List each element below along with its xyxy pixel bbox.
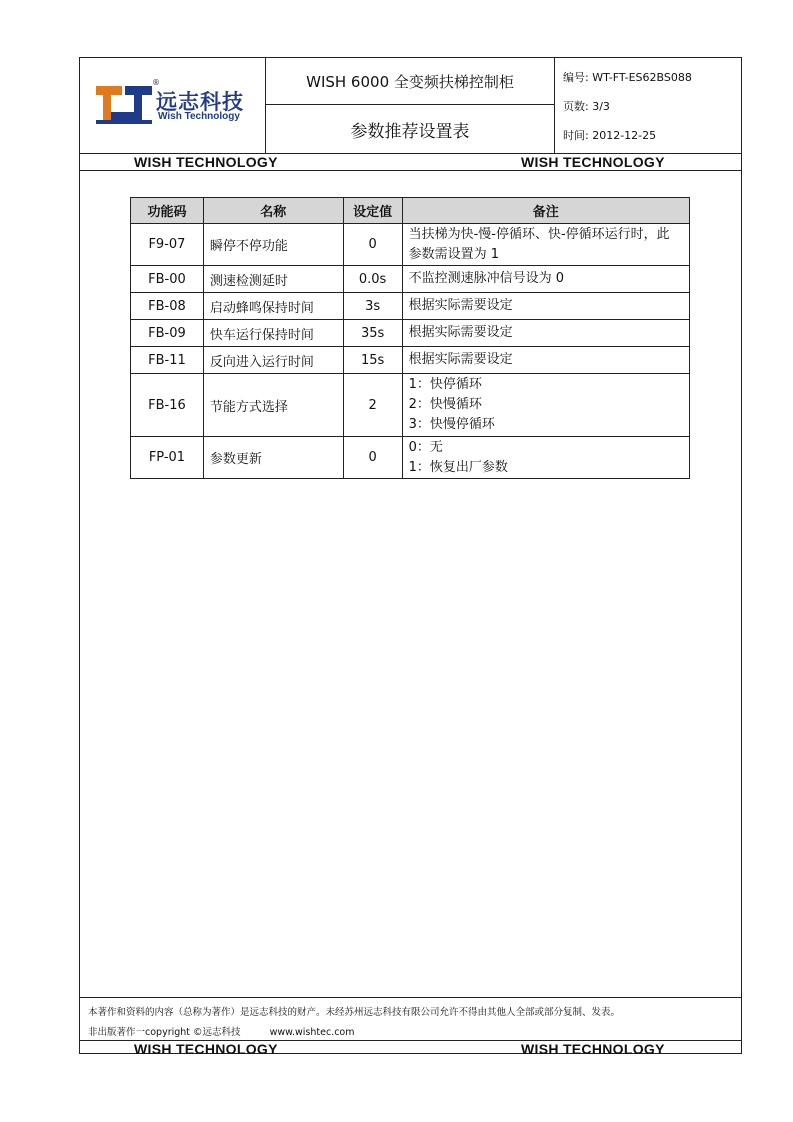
- meta-cell: [555, 58, 741, 153]
- param-value: 0: [343, 224, 402, 266]
- param-code: FB-08: [131, 293, 204, 320]
- publish-line: 非出版著作一copyright ©远志科技 www.wishtec.com: [88, 1027, 355, 1038]
- param-name: 启动蜂鸣保持时间: [203, 293, 343, 320]
- param-name: 快车运行保持时间: [203, 320, 343, 347]
- param-value: 2: [343, 374, 402, 437]
- band-left-text: WISH TECHNOLOGY: [134, 154, 278, 170]
- logo-cell: [80, 58, 266, 153]
- param-name: 参数更新: [203, 437, 343, 479]
- param-name: 瞬停不停功能: [203, 224, 343, 266]
- product-name: WISH 6000 全变频扶梯控制柜: [266, 58, 554, 105]
- param-value: 35s: [343, 320, 402, 347]
- param-notes: 0：无 1：恢复出厂参数: [402, 437, 689, 479]
- param-value: 0.0s: [343, 266, 402, 293]
- param-code: FB-00: [131, 266, 204, 293]
- param-notes: 根据实际需要设定: [402, 347, 689, 374]
- doc-number: 编号: WT-FT-ES62BS088: [563, 71, 692, 84]
- doc-date: 时间: 2012-12-25: [563, 129, 657, 142]
- param-code: FB-09: [131, 320, 204, 347]
- col-header-code: 功能码: [131, 198, 204, 224]
- table-row: [131, 437, 690, 479]
- registered-mark: ®: [152, 78, 160, 87]
- logo-name-en: Wish Technology: [158, 111, 240, 122]
- document-header: [80, 58, 741, 153]
- page-count: 页数: 3/3: [563, 100, 610, 113]
- param-name: 节能方式选择: [203, 374, 343, 437]
- document-title: 参数推荐设置表: [350, 121, 470, 142]
- document-footer: [80, 997, 741, 1055]
- col-header-notes: 备注: [402, 198, 689, 224]
- param-notes: 不监控测速脉冲信号设为 0: [402, 266, 689, 293]
- table-row: [131, 374, 690, 437]
- param-value: 0: [343, 437, 402, 479]
- param-name: 反向进入运行时间: [203, 347, 343, 374]
- param-code: F9-07: [131, 224, 204, 266]
- table-row: [131, 347, 690, 374]
- param-notes: 1：快停循环 2：快慢循环 3：快慢停循环: [402, 374, 689, 437]
- param-notes: 根据实际需要设定: [402, 320, 689, 347]
- param-notes: 当扶梯为快-慢-停循环、快-停循环运行时，此 参数需设置为 1: [402, 224, 689, 266]
- table-row: [131, 224, 690, 266]
- param-code: FB-11: [131, 347, 204, 374]
- copyright-notice: 本著作和资料的内容（总称为著作）是远志科技的财产。未经苏州远志科技有限公司允许不得由其他人全部或部分复制、发表。: [88, 1007, 621, 1018]
- col-header-value: 设定值: [343, 198, 402, 224]
- logo-name-cn: 远志科技: [156, 90, 244, 114]
- footer-band: [80, 1040, 741, 1057]
- website-link[interactable]: www.wishtec.com: [269, 1027, 355, 1038]
- param-code: FB-16: [131, 374, 204, 437]
- footer-band-left-text: WISH TECHNOLOGY: [134, 1041, 278, 1057]
- table-row: [131, 320, 690, 347]
- table-row: [131, 266, 690, 293]
- param-value: 3s: [343, 293, 402, 320]
- param-code: FP-01: [131, 437, 204, 479]
- table-row: [131, 293, 690, 320]
- table-header-row: [131, 198, 690, 224]
- band-right-text: WISH TECHNOLOGY: [521, 154, 665, 170]
- wish-logo-icon: [94, 82, 154, 128]
- col-header-name: 名称: [203, 198, 343, 224]
- header-band: [80, 153, 741, 171]
- title-cell: [266, 58, 555, 153]
- param-notes: 根据实际需要设定: [402, 293, 689, 320]
- footer-band-right-text: WISH TECHNOLOGY: [521, 1041, 665, 1057]
- param-value: 15s: [343, 347, 402, 374]
- param-name: 测速检测延时: [203, 266, 343, 293]
- parameter-table: [130, 197, 690, 479]
